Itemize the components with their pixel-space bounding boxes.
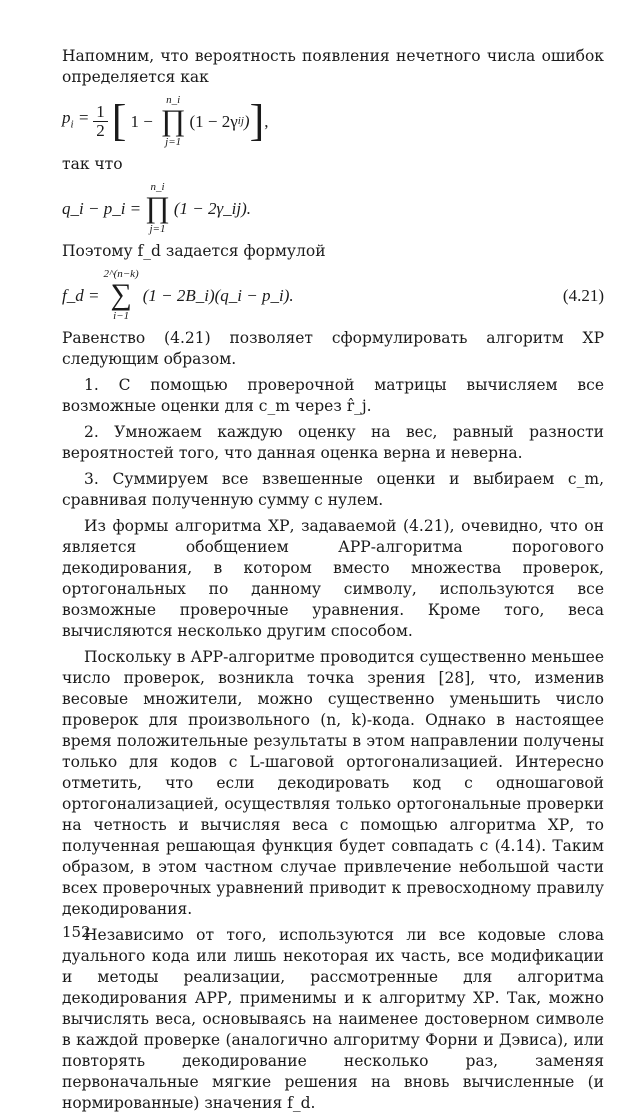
paragraph-modifications: Независимо от того, используются ли все кодовые слова дуального кода или лишь некоторая их часть, все модификации и методы реализации, рассмотренные для алгоритма декодирования АРР, применимы и к алгоритму ХР. Так, можно вычислять веса, основываясь на наименее достоверном символе в каждой проверке (аналогично алгоритму Форни и Дэвиса), или повторять декодирование несколько раз, заменяя первоначальные мягкие решения на вновь вычисленные (и нормированные) значения f_d. xyxy=(62,926,604,1112)
page-body xyxy=(62,46,604,1114)
eq1-fraction: $\frac{1}{2}$ xyxy=(93,103,108,140)
equation-f-d: f_d = 2^(n−k) ∑ i−1 (1 − 2B_i)(q_i − p_i). (4.21) xyxy=(62,268,604,322)
eq1-product: n_i ∏ j=1 xyxy=(160,94,186,148)
equation-p-i: $p_i$ = $\frac{1}{2}$ [ 1 − n_i ∏ j=1 (1 − 2γ ij ) ] , xyxy=(62,94,269,148)
page-number: 152 xyxy=(62,923,91,941)
paragraph-intro: Напомним, что вероятность появления нечетного числа ошибок определяется как xyxy=(62,47,604,86)
equation-number: (4.21) xyxy=(562,285,604,305)
paragraph-app-algorithm: Поскольку в АРР-алгоритме проводится существенно меньшее число проверок, возникла точка зрения [28], что, изменив весовые множители, можно существенно уменьшить число проверок для произвольного (n, k)-кода. Однако в настоящее время положительные результаты в этом направлении получены только для кодов с L-шаговой ортогонализацией. Интересно отметить, что если декодировать код с одношаговой ортогонализацией, осуществляя только ортогональные проверки на четность и вычисляя веса с помощью алгоритма ХР, то полученная решающая функция будет совпадать с (4.14). Таким образом, в этом частном случае привлечение небольшой части всех проверочных уравнений приводит к превосходному правилу декодирования. xyxy=(62,648,604,918)
eq1-lhs: $p_i$ = xyxy=(62,107,90,131)
eq3-sum: 2^(n−k) ∑ i−1 xyxy=(103,268,139,322)
paragraph-equality: Равенство (4.21) позволяет сформулировать алгоритм ХР следующим образом. xyxy=(62,329,604,368)
eq2-product: n_i ∏ j=1 xyxy=(145,181,170,235)
paragraph-therefore: Поэтому f_d задается формулой xyxy=(62,242,326,260)
paragraph-so-that: так что xyxy=(62,155,123,173)
algorithm-step-3: 3. Суммируем все взвешенные оценки и выбираем c_m, сравнивая полученную сумму с нулем. xyxy=(62,470,604,509)
equation-q-minus-p: q_i − p_i = n_i ∏ j=1 (1 − 2γ_ij). xyxy=(62,181,252,235)
algorithm-step-2: 2. Умножаем каждую оценку на вес, равный разности вероятностей того, что данная оценка верна и неверна. xyxy=(62,423,604,462)
algorithm-step-1: 1. С помощью проверочной матрицы вычисляем все возможные оценки для c_m через r̂_j. xyxy=(62,376,604,415)
paragraph-generalization: Из формы алгоритма ХР, задаваемой (4.21), очевидно, что он является обобщением АРР-алгоритма порогового декодирования, в котором вместо множества проверок, ортогональных по данному символу, используются все возможные проверочные уравнения. Кроме того, веса вычисляются несколько другим способом. xyxy=(62,517,604,640)
